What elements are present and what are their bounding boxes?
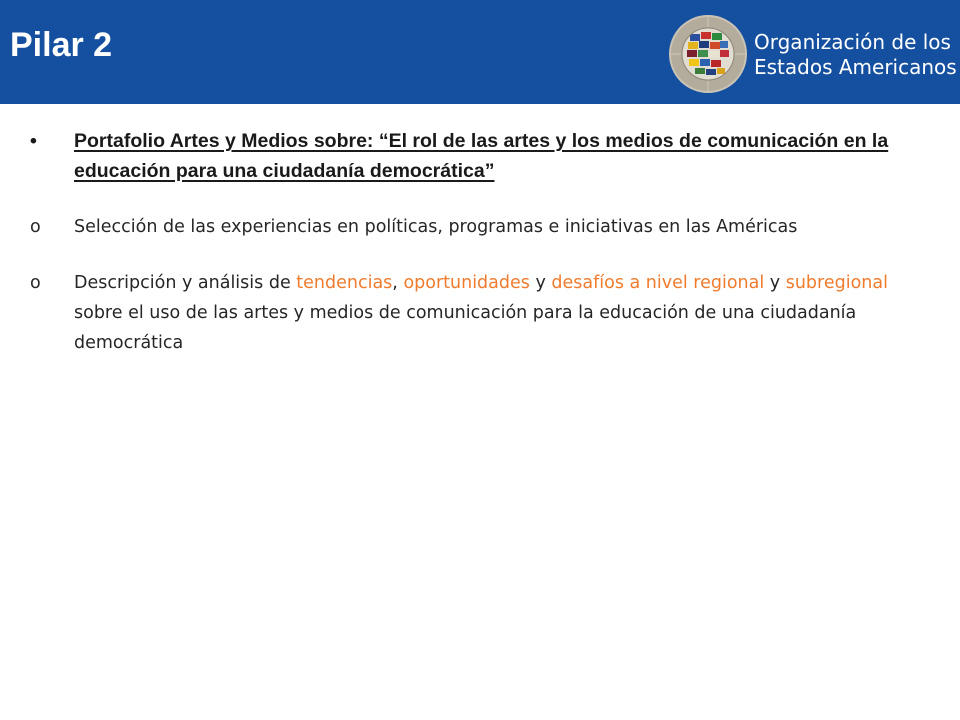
highlight-oportunidades: oportunidades	[403, 273, 530, 293]
sub-item-marker: o	[30, 273, 41, 293]
bullet-marker: •	[30, 130, 37, 152]
highlight-subregional: subregional	[785, 273, 888, 293]
page-title: Pilar 2	[10, 26, 113, 64]
highlight-tendencias: tendencias	[296, 273, 393, 293]
organization-name	[754, 30, 957, 80]
sub-item-text: Selección de las experiencias en políticas, programas e iniciativas en las Américas	[74, 217, 798, 237]
text-segment: sobre el uso de las artes y medios de comunicación para la educación de una ciudadanía democrática	[74, 303, 857, 353]
sub-item-marker: o	[30, 217, 41, 237]
text-segment: ,	[392, 273, 404, 293]
text-segment: y	[764, 273, 786, 293]
text-segment: y	[529, 273, 552, 293]
highlight-desafios: desafíos a nivel regional	[551, 273, 765, 293]
oas-seal-logo	[668, 14, 748, 94]
org-name-line-1: Organización de los	[754, 30, 951, 54]
text-segment: Descripción y análisis de	[74, 273, 297, 293]
sub-item-text	[74, 268, 904, 358]
org-name-line-2: Estados Americanos	[754, 55, 957, 79]
bullet-text: Portafolio Artes y Medios sobre: “El rol de las artes y los medios de comunicación en la educación para una ciudadanía democrática”	[74, 130, 889, 182]
header-banner	[0, 0, 960, 104]
